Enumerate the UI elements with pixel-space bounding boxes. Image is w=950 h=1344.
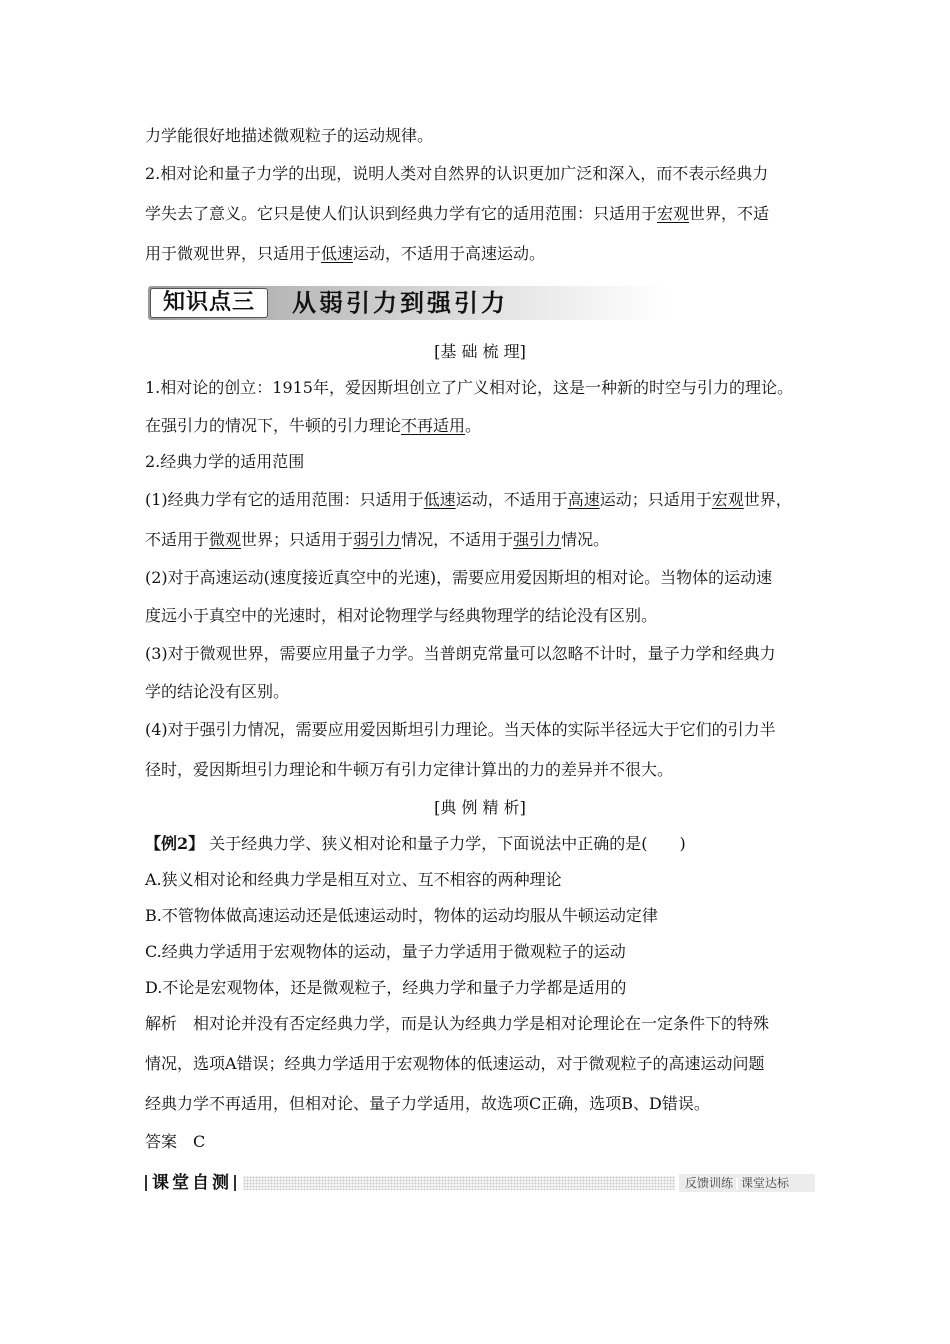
example-tag: 【例2】 — [145, 834, 205, 853]
option-a: A.狭义相对论和经典力学是相互对立、互不相容的两种理论 — [145, 870, 562, 889]
underlined-answer: 低速 — [423, 490, 456, 509]
tag-feedback: 反馈训练 — [685, 1176, 734, 1190]
analysis-line: 经典力学不再适用，但相对论、量子力学适用，故选项C正确，选项B、D错误。 — [145, 1094, 710, 1113]
underlined-answer: 宏观 — [657, 204, 690, 223]
paragraph-line: 2.相对论和量子力学的出现，说明人类对自然界的认识更加广泛和深入，而不表示经典力 — [145, 164, 769, 183]
paragraph-line: 1.相对论的创立：1915年，爱因斯坦创立了广义相对论，这是一种新的时空与引力的理论。 — [145, 378, 793, 397]
paragraph-line: (4)对于强引力情况，需要应用爱因斯坦引力理论。当天体的实际半径远大于它们的引力半 — [145, 720, 776, 739]
class-test-tags — [679, 1174, 815, 1192]
dotted-fill — [243, 1176, 675, 1190]
analysis-line: 解析 相对论并没有否定经典力学，而是认为经典力学是相对论理论在一定条件下的特殊 — [145, 1014, 770, 1033]
divider — [736, 1178, 738, 1190]
paragraph-line: 用于微观世界，只适用于低速运动，不适用于高速运动。 — [145, 244, 546, 263]
subheading-example: [典 例 精 析] — [434, 798, 526, 817]
underlined-answer: 强引力 — [513, 530, 562, 549]
class-test-header — [145, 1172, 815, 1194]
example-question: 【例2】 关于经典力学、狭义相对论和量子力学，下面说法中正确的是( ) — [145, 834, 686, 853]
underlined-answer: 宏观 — [711, 490, 744, 509]
underlined-answer: 微观 — [209, 530, 242, 549]
paragraph-line: 力学能很好地描述微观粒子的运动规律。 — [145, 126, 434, 145]
underlined-answer: 不再适用 — [401, 416, 466, 435]
section-title: 从弱引力到强引力 — [292, 289, 508, 317]
divider — [234, 1175, 236, 1191]
divider — [145, 1175, 147, 1191]
tag-standard: 课堂达标 — [741, 1176, 790, 1190]
paragraph-line: 径时，爱因斯坦引力理论和牛顿万有引力定律计算出的力的差异并不很大。 — [145, 760, 674, 779]
answer-line: 答案 C — [145, 1132, 206, 1151]
paragraph-line: 学的结论没有区别。 — [145, 682, 290, 701]
paragraph-line: 在强引力的情况下，牛顿的引力理论不再适用。 — [145, 416, 482, 435]
paragraph-line: 学失去了意义。它只是使人们认识到经典力学有它的适用范围：只适用于宏观世界，不适 — [145, 204, 770, 223]
option-b: B.不管物体做高速运动还是低速运动时，物体的运动均服从牛顿运动定律 — [145, 906, 658, 925]
underlined-answer: 高速 — [567, 490, 600, 509]
paragraph-line: (2)对于高速运动(速度接近真空中的光速)，需要应用爱因斯坦的相对论。当物体的运动速 — [145, 568, 773, 587]
section-badge: 知识点三 — [150, 288, 268, 318]
option-d: D.不论是宏观物体，还是微观粒子，经典力学和量子力学都是适用的 — [145, 978, 627, 997]
subheading-basics: [基 础 梳 理] — [434, 342, 526, 361]
list-heading: 2.经典力学的适用范围 — [145, 452, 305, 471]
option-c: C.经典力学适用于宏观物体的运动，量子力学适用于微观粒子的运动 — [145, 942, 626, 961]
underlined-answer: 弱引力 — [353, 530, 402, 549]
paragraph-line: (1)经典力学有它的适用范围：只适用于低速运动，不适用于高速运动；只适用于宏观世界， — [145, 490, 792, 509]
paragraph-line: 不适用于微观世界；只适用于弱引力情况，不适用于强引力情况。 — [145, 530, 610, 549]
paragraph-line: (3)对于微观世界，需要应用量子力学。当普朗克常量可以忽略不计时，量子力学和经典力 — [145, 644, 776, 663]
underlined-answer: 低速 — [321, 244, 354, 263]
analysis-line: 情况，选项A错误；经典力学适用于宏观物体的低速运动，对于微观粒子的高速运动问题 — [145, 1054, 765, 1073]
class-test-title: 课堂自测 — [152, 1173, 232, 1193]
paragraph-line: 度远小于真空中的光速时，相对论物理学与经典物理学的结论没有区别。 — [145, 606, 658, 625]
